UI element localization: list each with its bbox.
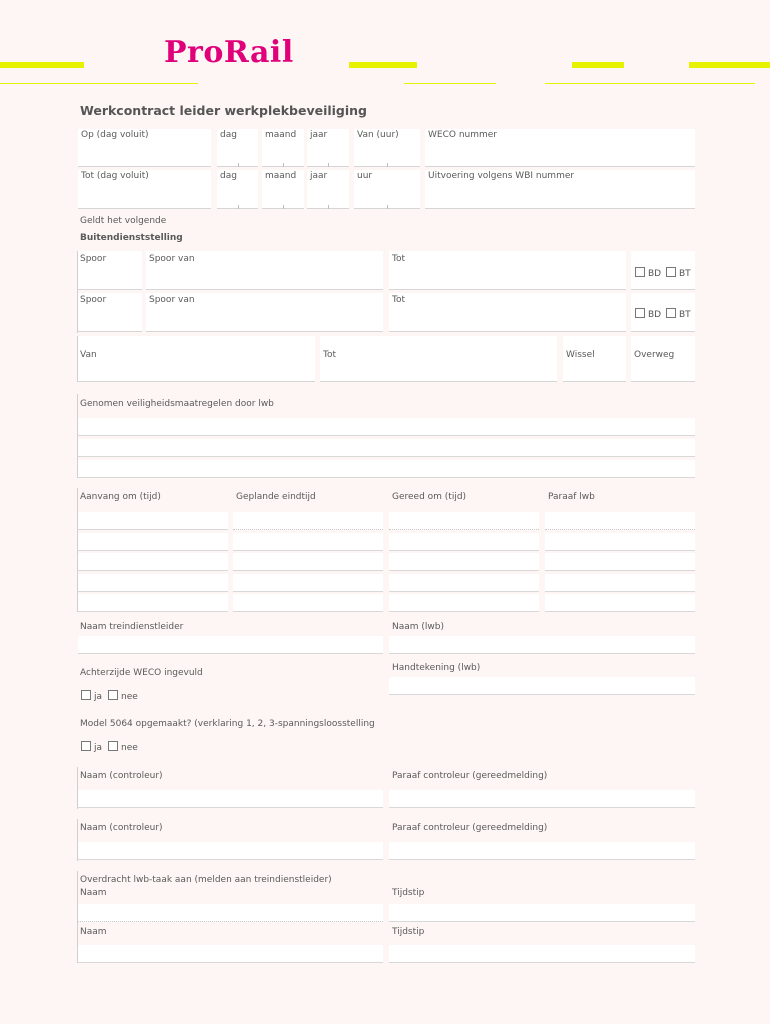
bt-2-label: BT <box>679 310 691 320</box>
bd-1-label: BD <box>648 269 662 279</box>
geplande-cell[interactable] <box>233 512 383 530</box>
achterzijde-ja-option[interactable] <box>81 690 102 702</box>
genomen-label: Genomen veiligheidsmaatregelen door lwb <box>80 399 274 409</box>
tick-mark <box>238 163 239 167</box>
gereed-cell[interactable] <box>389 512 539 530</box>
model-ja-option[interactable] <box>81 741 102 753</box>
geplande-cell[interactable] <box>233 553 383 571</box>
aanvang-cell[interactable] <box>78 533 228 551</box>
achterzijde-ja-label: ja <box>94 692 103 702</box>
op-year-label: jaar <box>310 130 328 140</box>
naam-controleur-1-label: Naam (controleur) <box>80 771 163 781</box>
werkplek-tot-label: Tot <box>323 350 337 360</box>
tick-mark <box>387 163 388 167</box>
geplande-cell[interactable] <box>233 533 383 551</box>
bd-2-checkbox[interactable] <box>635 308 645 318</box>
overdracht-naam-2-label: Naam <box>80 927 107 937</box>
overdracht-tijdstip-1-field[interactable] <box>389 904 695 922</box>
bt-1-option[interactable] <box>666 267 691 279</box>
accent-line-left <box>0 83 198 84</box>
aanvang-cell[interactable] <box>78 574 228 592</box>
geplande-eindtijd-header: Geplande eindtijd <box>236 492 316 502</box>
werkplek-tot-field[interactable] <box>320 336 557 382</box>
form-title: Werkcontract leider werkplekbeveiliging <box>80 103 368 118</box>
naam-lwb-label: Naam (lwb) <box>392 622 444 632</box>
tot-dag-label: Tot (dag voluit) <box>81 171 149 181</box>
gereed-cell[interactable] <box>389 533 539 551</box>
op-month-label: maand <box>265 130 297 140</box>
paraaf-cell[interactable] <box>545 533 695 551</box>
geplande-cell[interactable] <box>233 594 383 612</box>
tick-mark <box>238 205 239 209</box>
geldt-label: Geldt het volgende <box>80 216 167 226</box>
gereed-cell[interactable] <box>389 574 539 592</box>
prorail-logo: ProRail <box>164 35 294 70</box>
spoor-tot-1-label: Tot <box>392 254 406 264</box>
genomen-line-3[interactable] <box>78 460 695 478</box>
accent-bar-right-1 <box>572 62 624 68</box>
model-ja-label: ja <box>94 743 103 753</box>
overdracht-tijdstip-2-field[interactable] <box>389 945 695 963</box>
achterzijde-nee-checkbox[interactable] <box>108 690 118 700</box>
genomen-line-1[interactable] <box>78 418 695 436</box>
overdracht-naam-1-label: Naam <box>80 888 107 898</box>
spoor-tot-1-field[interactable] <box>389 251 626 290</box>
op-dag-label: Op (dag voluit) <box>81 130 149 140</box>
achterzijde-nee-label: nee <box>121 692 138 702</box>
paraaf-cell[interactable] <box>545 553 695 571</box>
paraaf-cell[interactable] <box>545 512 695 530</box>
geplande-cell[interactable] <box>233 574 383 592</box>
tick-mark <box>283 163 284 167</box>
achterzijde-label: Achterzijde WECO ingevuld <box>80 668 203 678</box>
model-5064-label: Model 5064 opgemaakt? (verklaring 1, 2, 3-spanningsloosstelling <box>80 719 375 729</box>
bt-1-label: BT <box>679 269 691 279</box>
handtekening-label: Handtekening (lwb) <box>392 663 481 673</box>
achterzijde-ja-checkbox[interactable] <box>81 690 91 700</box>
header-bar <box>0 0 770 90</box>
spoor-tot-2-label: Tot <box>392 295 406 305</box>
tot-month-label: maand <box>265 171 297 181</box>
spoor-van-1-label: Spoor van <box>149 254 195 264</box>
wissel-label: Wissel <box>566 350 595 360</box>
naam-treindienstleider-label: Naam treindienstleider <box>80 622 184 632</box>
aanvang-cell[interactable] <box>78 553 228 571</box>
bd-2-option[interactable] <box>635 308 661 320</box>
tot-dag-day-label: dag <box>220 171 237 181</box>
weco-nummer-label: WECO nummer <box>428 130 497 140</box>
bd-1-checkbox[interactable] <box>635 267 645 277</box>
aanvang-cell[interactable] <box>78 594 228 612</box>
tot-year-label: jaar <box>310 171 328 181</box>
bd-2-label: BD <box>648 310 662 320</box>
aanvang-header: Aanvang om (tijd) <box>80 492 161 502</box>
aanvang-cell[interactable] <box>78 512 228 530</box>
van-uur-label: Van (uur) <box>357 130 399 140</box>
gereed-cell[interactable] <box>389 594 539 612</box>
buitendienststelling-heading: Buitendienststelling <box>80 233 183 243</box>
bt-1-checkbox[interactable] <box>666 267 676 277</box>
op-dag-day-label: dag <box>220 130 237 140</box>
paraaf-controleur-1-field[interactable] <box>389 790 695 808</box>
overdracht-label: Overdracht lwb-taak aan (melden aan treindienstleider) <box>80 875 332 885</box>
naam-treindienstleider-field[interactable] <box>78 636 383 654</box>
tick-mark <box>328 205 329 209</box>
overdracht-tijdstip-2-label: Tijdstip <box>392 927 425 937</box>
paraaf-controleur-1-label: Paraaf controleur (gereedmelding) <box>392 771 548 781</box>
uitvoering-wbi-label: Uitvoering volgens WBI nummer <box>428 171 575 181</box>
paraaf-cell[interactable] <box>545 574 695 592</box>
overdracht-naam-1-field[interactable] <box>78 904 383 922</box>
overweg-label: Overweg <box>634 350 675 360</box>
paraaf-controleur-2-label: Paraaf controleur (gereedmelding) <box>392 823 548 833</box>
tick-mark <box>387 205 388 209</box>
tot-uur-label: uur <box>357 171 373 181</box>
spoor-2-label: Spoor <box>80 295 107 305</box>
spoor-1-label: Spoor <box>80 254 107 264</box>
genomen-line-2[interactable] <box>78 439 695 457</box>
paraaf-cell[interactable] <box>545 594 695 612</box>
werkplek-van-field[interactable] <box>78 336 315 382</box>
tick-mark <box>283 205 284 209</box>
handtekening-field[interactable] <box>389 677 695 695</box>
gereed-cell[interactable] <box>389 553 539 571</box>
naam-controleur-2-field[interactable] <box>78 842 383 860</box>
accent-bar-center <box>349 62 417 68</box>
spoor-tot-2-field[interactable] <box>389 293 626 332</box>
naam-controleur-1-field[interactable] <box>78 790 383 808</box>
bt-2-option[interactable] <box>666 308 691 320</box>
overdracht-tijdstip-1-label: Tijdstip <box>392 888 425 898</box>
overdracht-naam-2-field[interactable] <box>78 945 383 963</box>
naam-controleur-2-label: Naam (controleur) <box>80 823 163 833</box>
model-ja-checkbox[interactable] <box>81 741 91 751</box>
accent-line-mid <box>404 83 496 84</box>
accent-bar-left <box>0 62 84 68</box>
model-nee-checkbox[interactable] <box>108 741 118 751</box>
naam-lwb-field[interactable] <box>389 636 695 654</box>
accent-bar-right-2 <box>689 62 770 68</box>
paraaf-controleur-2-field[interactable] <box>389 842 695 860</box>
werkplek-van-label: Van <box>80 350 97 360</box>
bd-1-option[interactable] <box>635 267 661 279</box>
tick-mark <box>328 163 329 167</box>
accent-line-right <box>545 83 755 84</box>
spoor-van-2-label: Spoor van <box>149 295 195 305</box>
model-nee-label: nee <box>121 743 138 753</box>
paraaf-lwb-header: Paraaf lwb <box>548 492 595 502</box>
model-nee-option[interactable] <box>108 741 138 753</box>
bt-2-checkbox[interactable] <box>666 308 676 318</box>
gereed-header: Gereed om (tijd) <box>392 492 467 502</box>
achterzijde-nee-option[interactable] <box>108 690 138 702</box>
